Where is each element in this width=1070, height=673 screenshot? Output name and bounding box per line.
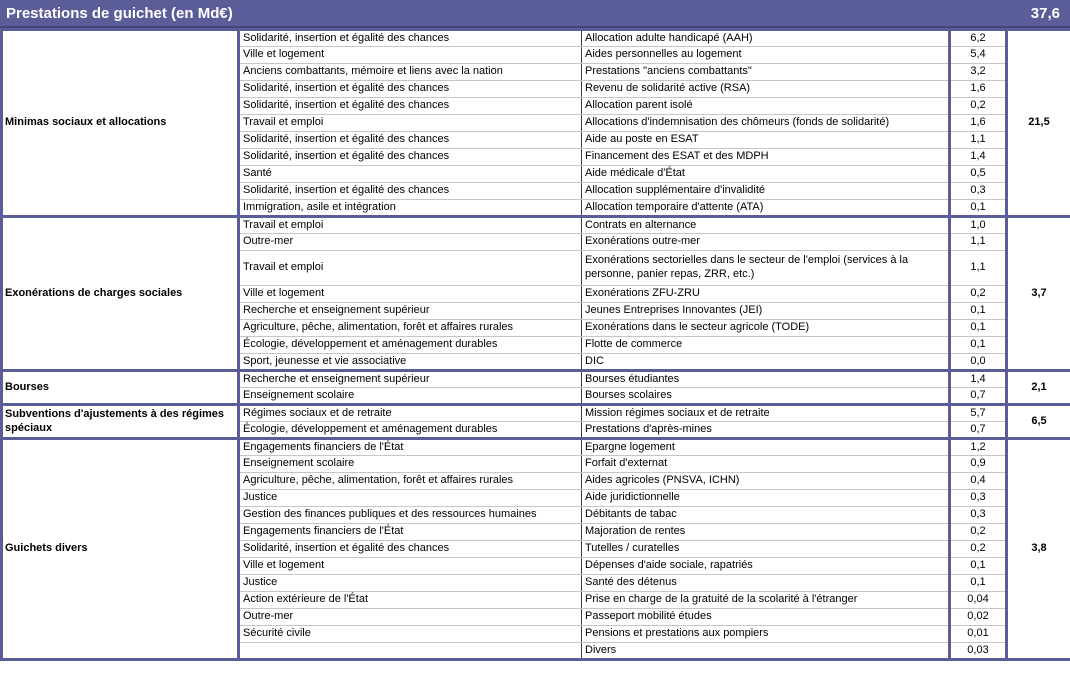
item-cell: Exonérations sectorielles dans le secteur de l'emploi (services à la personne, panier repas, ZRR, etc.) <box>582 251 950 286</box>
value-cell: 0,3 <box>950 183 1007 200</box>
ministry-cell: Solidarité, insertion et égalité des chances <box>239 81 582 98</box>
item-cell: Allocation temporaire d'attente (ATA) <box>582 200 950 217</box>
ministry-cell: Solidarité, insertion et égalité des chances <box>239 30 582 47</box>
value-cell: 0,1 <box>950 320 1007 337</box>
ministry-cell: Travail et emploi <box>239 115 582 132</box>
value-cell: 1,0 <box>950 217 1007 234</box>
ministry-cell: Agriculture, pêche, alimentation, forêt et affaires rurales <box>239 473 582 490</box>
item-cell: Jeunes Entreprises Innovantes (JEI) <box>582 303 950 320</box>
value-cell: 0,1 <box>950 200 1007 217</box>
value-cell: 1,1 <box>950 251 1007 286</box>
value-cell: 0,2 <box>950 541 1007 558</box>
ministry-cell: Travail et emploi <box>239 217 582 234</box>
table-body <box>2 30 1070 660</box>
item-cell: Exonérations ZFU-ZRU <box>582 286 950 303</box>
item-cell: Epargne logement <box>582 439 950 456</box>
ministry-cell: Santé <box>239 166 582 183</box>
item-cell: Prestations "anciens combattants" <box>582 64 950 81</box>
value-cell: 6,2 <box>950 30 1007 47</box>
item-cell: Allocations d'indemnisation des chômeurs (fonds de solidarité) <box>582 115 950 132</box>
ministry-cell: Ville et logement <box>239 47 582 64</box>
group-label-cell: Subventions d'ajustements à des régimes spéciaux <box>2 405 239 439</box>
value-cell: 3,2 <box>950 64 1007 81</box>
item-cell: Prestations d'après-mines <box>582 422 950 439</box>
group-total-cell: 6,5 <box>1007 405 1070 439</box>
value-cell: 0,1 <box>950 337 1007 354</box>
ministry-cell <box>239 643 582 660</box>
ministry-cell: Anciens combattants, mémoire et liens avec la nation <box>239 64 582 81</box>
item-cell: Tutelles / curatelles <box>582 541 950 558</box>
item-cell: Aide au poste en ESAT <box>582 132 950 149</box>
item-cell: Mission régimes sociaux et de retraite <box>582 405 950 422</box>
item-cell: Dépenses d'aide sociale, rapatriés <box>582 558 950 575</box>
ministry-cell: Enseignement scolaire <box>239 388 582 405</box>
table-row <box>2 217 1070 234</box>
value-cell: 0,7 <box>950 422 1007 439</box>
item-cell: Aide médicale d'État <box>582 166 950 183</box>
table-title-bar <box>0 0 1070 28</box>
table-row <box>2 405 1070 422</box>
item-cell: Aide juridictionnelle <box>582 490 950 507</box>
ministry-cell: Engagements financiers de l'État <box>239 439 582 456</box>
group-total-cell: 3,7 <box>1007 217 1070 371</box>
value-cell: 1,6 <box>950 115 1007 132</box>
value-cell: 0,04 <box>950 592 1007 609</box>
table-row <box>2 30 1070 47</box>
value-cell: 0,7 <box>950 388 1007 405</box>
item-cell: Passeport mobilité études <box>582 609 950 626</box>
item-cell: Aides agricoles (PNSVA, ICHN) <box>582 473 950 490</box>
ministry-cell: Solidarité, insertion et égalité des chances <box>239 183 582 200</box>
item-cell: Allocation parent isolé <box>582 98 950 115</box>
ministry-cell: Solidarité, insertion et égalité des chances <box>239 98 582 115</box>
item-cell: Financement des ESAT et des MDPH <box>582 149 950 166</box>
value-cell: 1,4 <box>950 371 1007 388</box>
item-cell: Contrats en alternance <box>582 217 950 234</box>
value-cell: 0,2 <box>950 524 1007 541</box>
table-row <box>2 371 1070 388</box>
item-cell: Prise en charge de la gratuité de la scolarité à l'étranger <box>582 592 950 609</box>
item-cell: Allocation adulte handicapé (AAH) <box>582 30 950 47</box>
value-cell: 1,4 <box>950 149 1007 166</box>
value-cell: 0,1 <box>950 558 1007 575</box>
value-cell: 0,4 <box>950 473 1007 490</box>
value-cell: 5,7 <box>950 405 1007 422</box>
ministry-cell: Engagements financiers de l'État <box>239 524 582 541</box>
value-cell: 0,3 <box>950 490 1007 507</box>
group-label-cell: Bourses <box>2 371 239 405</box>
ministry-cell: Enseignement scolaire <box>239 456 582 473</box>
ministry-cell: Outre-mer <box>239 234 582 251</box>
ministry-cell: Gestion des finances publiques et des ressources humaines <box>239 507 582 524</box>
item-cell: Débitants de tabac <box>582 507 950 524</box>
ministry-cell: Recherche et enseignement supérieur <box>239 303 582 320</box>
ministry-cell: Écologie, développement et aménagement durables <box>239 337 582 354</box>
ministry-cell: Justice <box>239 575 582 592</box>
ministry-cell: Recherche et enseignement supérieur <box>239 371 582 388</box>
value-cell: 0,01 <box>950 626 1007 643</box>
ministry-cell: Régimes sociaux et de retraite <box>239 405 582 422</box>
ministry-cell: Immigration, asile et intégration <box>239 200 582 217</box>
ministry-cell: Justice <box>239 490 582 507</box>
value-cell: 5,4 <box>950 47 1007 64</box>
item-cell: Pensions et prestations aux pompiers <box>582 626 950 643</box>
page-title: Prestations de guichet (en Md€) <box>6 4 233 22</box>
ministry-cell: Outre-mer <box>239 609 582 626</box>
grand-total: 37,6 <box>1030 4 1060 22</box>
value-cell: 0,03 <box>950 643 1007 660</box>
item-cell: Revenu de solidarité active (RSA) <box>582 81 950 98</box>
value-cell: 1,1 <box>950 132 1007 149</box>
ministry-cell: Solidarité, insertion et égalité des chances <box>239 541 582 558</box>
value-cell: 0,1 <box>950 303 1007 320</box>
table-row <box>2 439 1070 456</box>
ministry-cell: Agriculture, pêche, alimentation, forêt et affaires rurales <box>239 320 582 337</box>
ministry-cell: Sport, jeunesse et vie associative <box>239 354 582 371</box>
group-label-cell: Exonérations de charges sociales <box>2 217 239 371</box>
group-label-cell: Guichets divers <box>2 439 239 660</box>
value-cell: 0,9 <box>950 456 1007 473</box>
value-cell: 0,2 <box>950 286 1007 303</box>
item-cell: DIC <box>582 354 950 371</box>
ministry-cell: Sécurité civile <box>239 626 582 643</box>
ministry-cell: Solidarité, insertion et égalité des chances <box>239 149 582 166</box>
value-cell: 1,1 <box>950 234 1007 251</box>
group-total-cell: 21,5 <box>1007 30 1070 217</box>
item-cell: Bourses étudiantes <box>582 371 950 388</box>
ministry-cell: Solidarité, insertion et égalité des chances <box>239 132 582 149</box>
ministry-cell: Ville et logement <box>239 558 582 575</box>
value-cell: 0,2 <box>950 98 1007 115</box>
item-cell: Aides personnelles au logement <box>582 47 950 64</box>
ministry-cell: Travail et emploi <box>239 251 582 286</box>
ministry-cell: Écologie, développement et aménagement durables <box>239 422 582 439</box>
ministry-cell: Ville et logement <box>239 286 582 303</box>
item-cell: Divers <box>582 643 950 660</box>
value-cell: 0,02 <box>950 609 1007 626</box>
group-label-cell: Minimas sociaux et allocations <box>2 30 239 217</box>
item-cell: Bourses scolaires <box>582 388 950 405</box>
item-cell: Exonérations dans le secteur agricole (TODE) <box>582 320 950 337</box>
value-cell: 1,2 <box>950 439 1007 456</box>
item-cell: Allocation supplémentaire d'invalidité <box>582 183 950 200</box>
item-cell: Flotte de commerce <box>582 337 950 354</box>
prestations-table <box>0 28 1070 661</box>
group-total-cell: 3,8 <box>1007 439 1070 660</box>
value-cell: 1,6 <box>950 81 1007 98</box>
item-cell: Majoration de rentes <box>582 524 950 541</box>
value-cell: 0,5 <box>950 166 1007 183</box>
value-cell: 0,1 <box>950 575 1007 592</box>
item-cell: Exonérations outre-mer <box>582 234 950 251</box>
ministry-cell: Action extérieure de l'État <box>239 592 582 609</box>
value-cell: 0,0 <box>950 354 1007 371</box>
value-cell: 0,3 <box>950 507 1007 524</box>
item-cell: Forfait d'externat <box>582 456 950 473</box>
item-cell: Santé des détenus <box>582 575 950 592</box>
group-total-cell: 2,1 <box>1007 371 1070 405</box>
